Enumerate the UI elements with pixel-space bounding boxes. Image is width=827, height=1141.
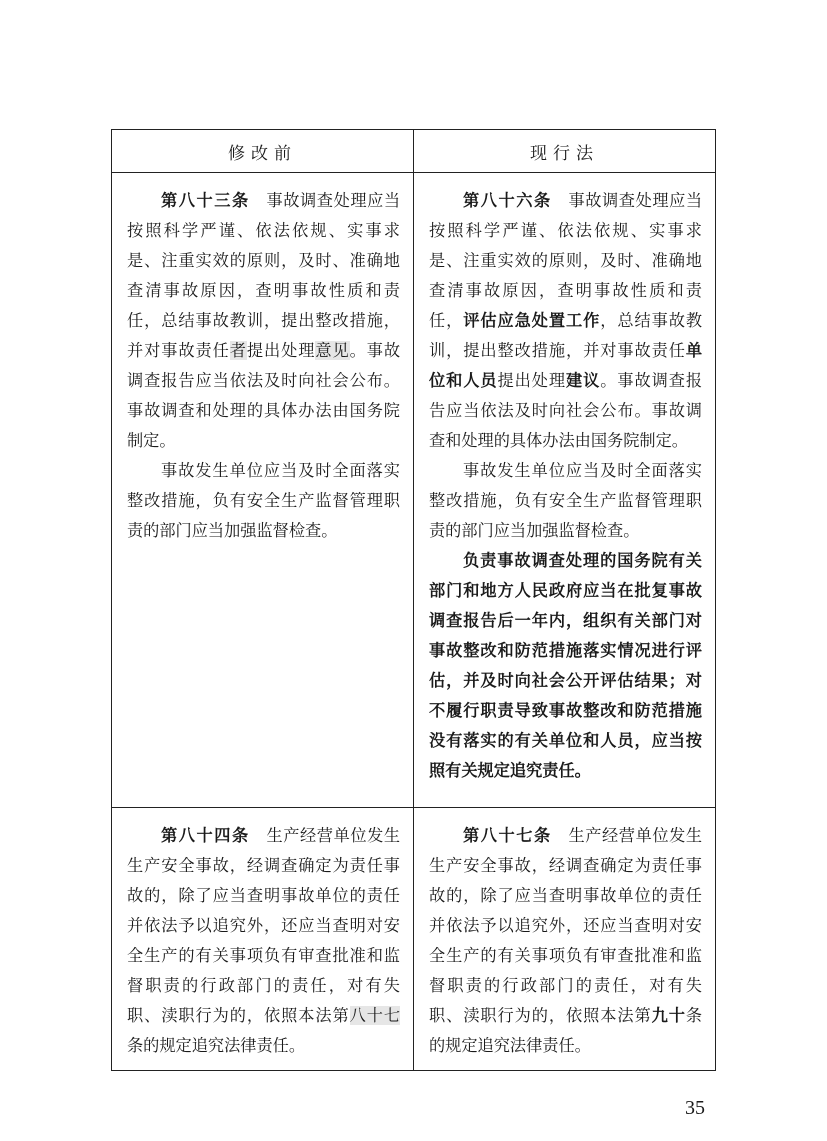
bold-text: 单位和人员	[429, 341, 702, 390]
paragraph-text: 事故调查处理应当按照科学严谨、依法依规、实事求是、注重实效的原则，及时、准确地查清事故原因，查明事故性质和责任，总结事故教训，提出整改措施，并对事故责任	[127, 191, 401, 360]
bold-text: 九十	[651, 1006, 686, 1025]
comparison-table	[111, 129, 716, 1071]
paragraph-text: ，总结事故教训，提出整改措施，并对事故责任	[429, 311, 703, 360]
paragraph-text: 。事故调查报告应当依法及时向社会公布。事故调查和处理的具体办法由国务院制定。	[127, 341, 401, 450]
paragraph-text: 生产经营单位发生生产安全事故，经调查确定为责任事故的，除了应当查明事故单位的责任并依法予以追究外，还应当查明对安全生产的有关事项负有审查批准和监督职责的行政部门的责任，对有失职、渎职行为的，依照本法第	[429, 826, 703, 1025]
paragraph	[127, 821, 400, 1061]
bold-text: 建议	[565, 371, 601, 390]
article-number: 第八十四条	[161, 826, 250, 845]
paragraph: 事故发生单位应当及时全面落实整改措施，负有安全生产监督管理职责的部门应当加强监督检查。	[429, 461, 702, 540]
header-row	[112, 130, 716, 173]
paragraph-text: 提出处理	[497, 371, 566, 390]
header-current-law: 现行法	[414, 130, 716, 173]
left-cell-article-84	[112, 808, 414, 1071]
paragraph-text: 事故调查处理应当按照科学严谨、依法依规、实事求是、注重实效的原则，及时、准确地查清事故原因，查明事故性质和责任，	[429, 191, 703, 330]
table-row	[112, 173, 716, 808]
right-cell-article-86	[414, 173, 716, 808]
page-number: 35	[685, 1097, 705, 1119]
bold-text: 评估应急处置工作	[463, 311, 601, 330]
table-row	[112, 808, 716, 1071]
paragraph	[429, 821, 702, 1061]
article-number: 第八十三条	[161, 191, 250, 210]
article-number: 第八十六条	[463, 191, 552, 210]
paragraph-text: 。事故调查报告应当依法及时向社会公布。事故调查和处理的具体办法由国务院制定。	[429, 371, 703, 450]
paragraph	[429, 186, 702, 456]
paragraph-text: 生产经营单位发生生产安全事故，经调查确定为责任事故的，除了应当查明事故单位的责任并依法予以追究外，还应当查明对安全生产的有关事项负有审查批准和监督职责的行政部门的责任，对有失职、渎职行为的，依照本法第	[127, 826, 401, 1025]
new-paragraph-bold: 负责事故调查处理的国务院有关部门和地方人民政府应当在批复事故调查报告后一年内，组织有关部门对事故整改和防范措施落实情况进行评估，并及时向社会公开评估结果；对不履行职责导致事故整改和防范措施没有落实的有关单位和人员，应当按照有关规定追究责任。	[429, 551, 702, 780]
paragraph-text: 提出处理	[246, 341, 316, 360]
article-number: 第八十七条	[463, 826, 552, 845]
paragraph-text: 条的规定追究法律责任。	[127, 1036, 306, 1055]
right-cell-article-87	[414, 808, 716, 1071]
paragraph: 事故发生单位应当及时全面落实整改措施，负有安全生产监督管理职责的部门应当加强监督检查。	[127, 461, 400, 540]
left-cell-article-83	[112, 173, 414, 808]
paragraph-text: 条的规定追究法律责任。	[429, 1006, 703, 1055]
header-before-revision: 修改前	[112, 130, 414, 173]
highlighted-text: 八十七	[349, 1006, 401, 1025]
highlighted-text: 者	[229, 341, 247, 360]
highlighted-text: 意见	[315, 341, 350, 360]
paragraph	[127, 186, 400, 456]
